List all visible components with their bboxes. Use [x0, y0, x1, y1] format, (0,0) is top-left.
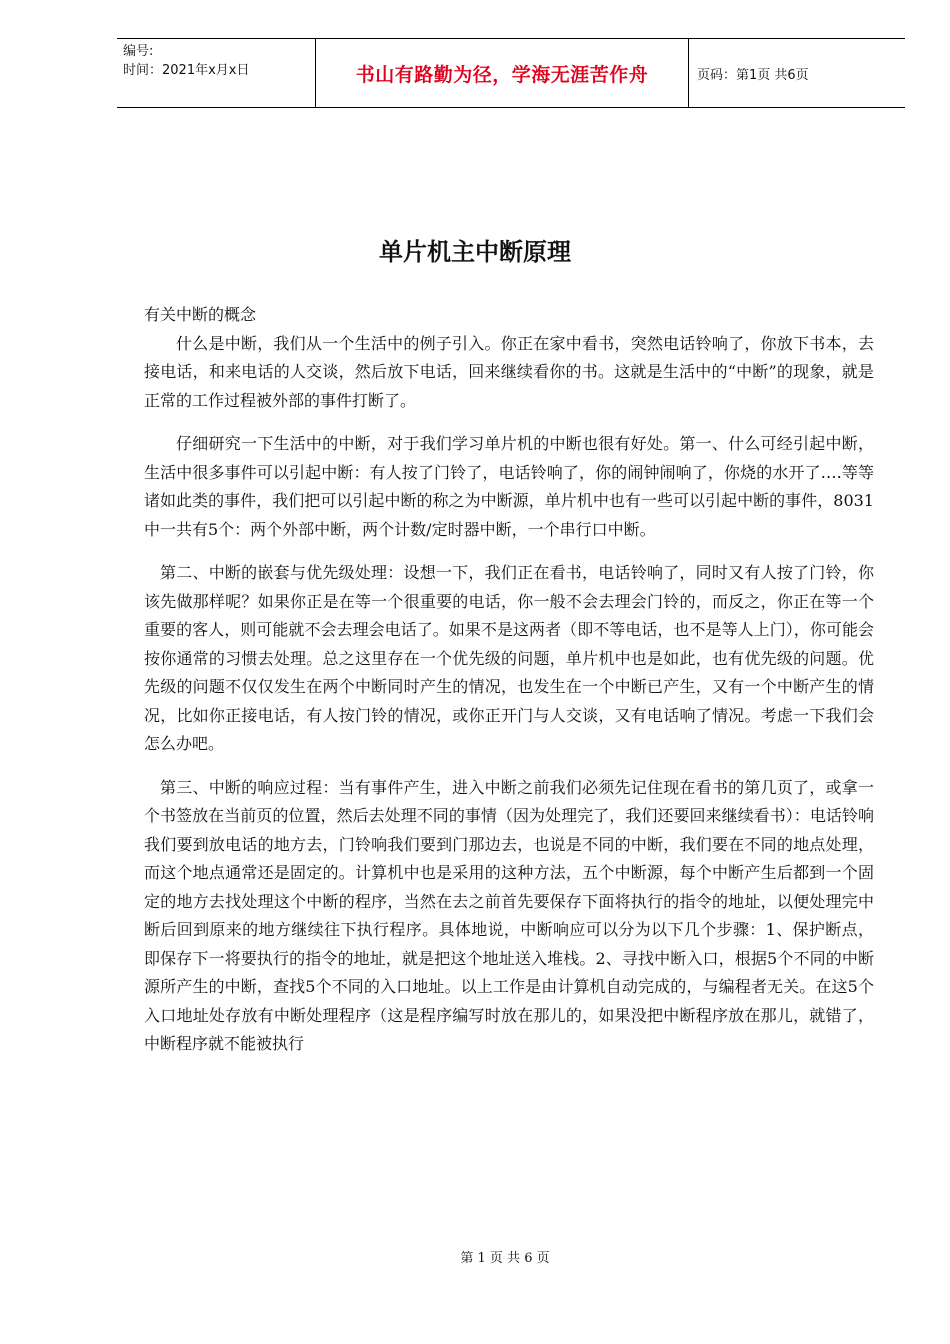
page-footer: 第 1 页 共 6 页 — [460, 1251, 550, 1266]
header-motto: 书山有路勤为径，学海无涯苦作舟 — [315, 39, 689, 107]
document-body — [144, 301, 874, 1059]
section-heading: 有关中断的概念 — [144, 305, 257, 324]
header-meta — [117, 39, 315, 107]
header-time-label: 时间：2021年x月x日 — [123, 63, 250, 78]
header-page-info: 页码：第1页 共6页 — [697, 67, 809, 83]
document-title: 单片机主中断原理 — [379, 238, 571, 266]
paragraph: 仔细研究一下生活中的中断，对于我们学习单片机的中断也很有好处。第一、什么可经引起中断，生活中很多事件可以引起中断：有人按了门铃了，电话铃响了，你的闹钟闹响了，你烧的水开了….等等诸如此类的事件，我们把可以引起中断的称之为中断源，单片机中也有一些可以引起中断的事件，8031中一共有5个：两个外部中断，两个计数/定时器中断，一个串行口中断。 — [144, 434, 874, 539]
paragraph: 什么是中断，我们从一个生活中的例子引入。你正在家中看书，突然电话铃响了，你放下书本，去接电话，和来电话的人交谈，然后放下电话，回来继续看你的书。这就是生活中的“中断”的现象，就是正常的工作过程被外部的事件打断了。 — [144, 333, 874, 410]
header-number-label: 编号: — [123, 44, 154, 59]
paragraph: 第二、中断的嵌套与优先级处理：设想一下，我们正在看书，电话铃响了，同时又有人按了门铃，你该先做那样呢？如果你正是在等一个很重要的电话，你一般不会去理会门铃的，而反之，你正在等一个重要的客人，则可能就不会去理会电话了。如果不是这两者（即不等电话，也不是等人上门），你可能会按你通常的习惯去处理。总之这里存在一个优先级的问题，单片机中也是如此，也有优先级的问题。优先级的问题不仅仅发生在两个中断同时产生的情况，也发生在一个中断已产生，又有一个中断产生的情况，比如你正接电话，有人按门铃的情况，或你正开门与人交谈，又有电话响了情况。考虑一下我们会怎么办吧。 — [144, 563, 874, 753]
paragraph: 第三、中断的响应过程：当有事件产生，进入中断之前我们必须先记住现在看书的第几页了，或拿一个书签放在当前页的位置，然后去处理不同的事情（因为处理完了，我们还要回来继续看书）：电话铃响我们要到放电话的地方去，门铃响我们要到门那边去，也说是不同的中断，我们要在不同的地点处理，而这个地点通常还是固定的。计算机中也是采用的这种方法，五个中断源，每个中断产生后都到一个固定的地方去找处理这个中断的程序，当然在去之前首先要保存下面将执行的指令的地址，以便处理完中断后回到原来的地方继续往下执行程序。具体地说，中断响应可以分为以下几个步骤：1、保护断点，即保存下一将要执行的指令的地址，就是把这个地址送入堆栈。2、寻找中断入口，根据5个不同的中断源所产生的中断，查找5个不同的入口地址。以上工作是由计算机自动完成的，与编程者无关。在这5个入口地址处存放有中断处理程序（这是程序编写时放在那儿的，如果没把中断程序放在那儿，就错了，中断程序就不能被执行 — [144, 777, 874, 1053]
document-header — [117, 38, 905, 108]
